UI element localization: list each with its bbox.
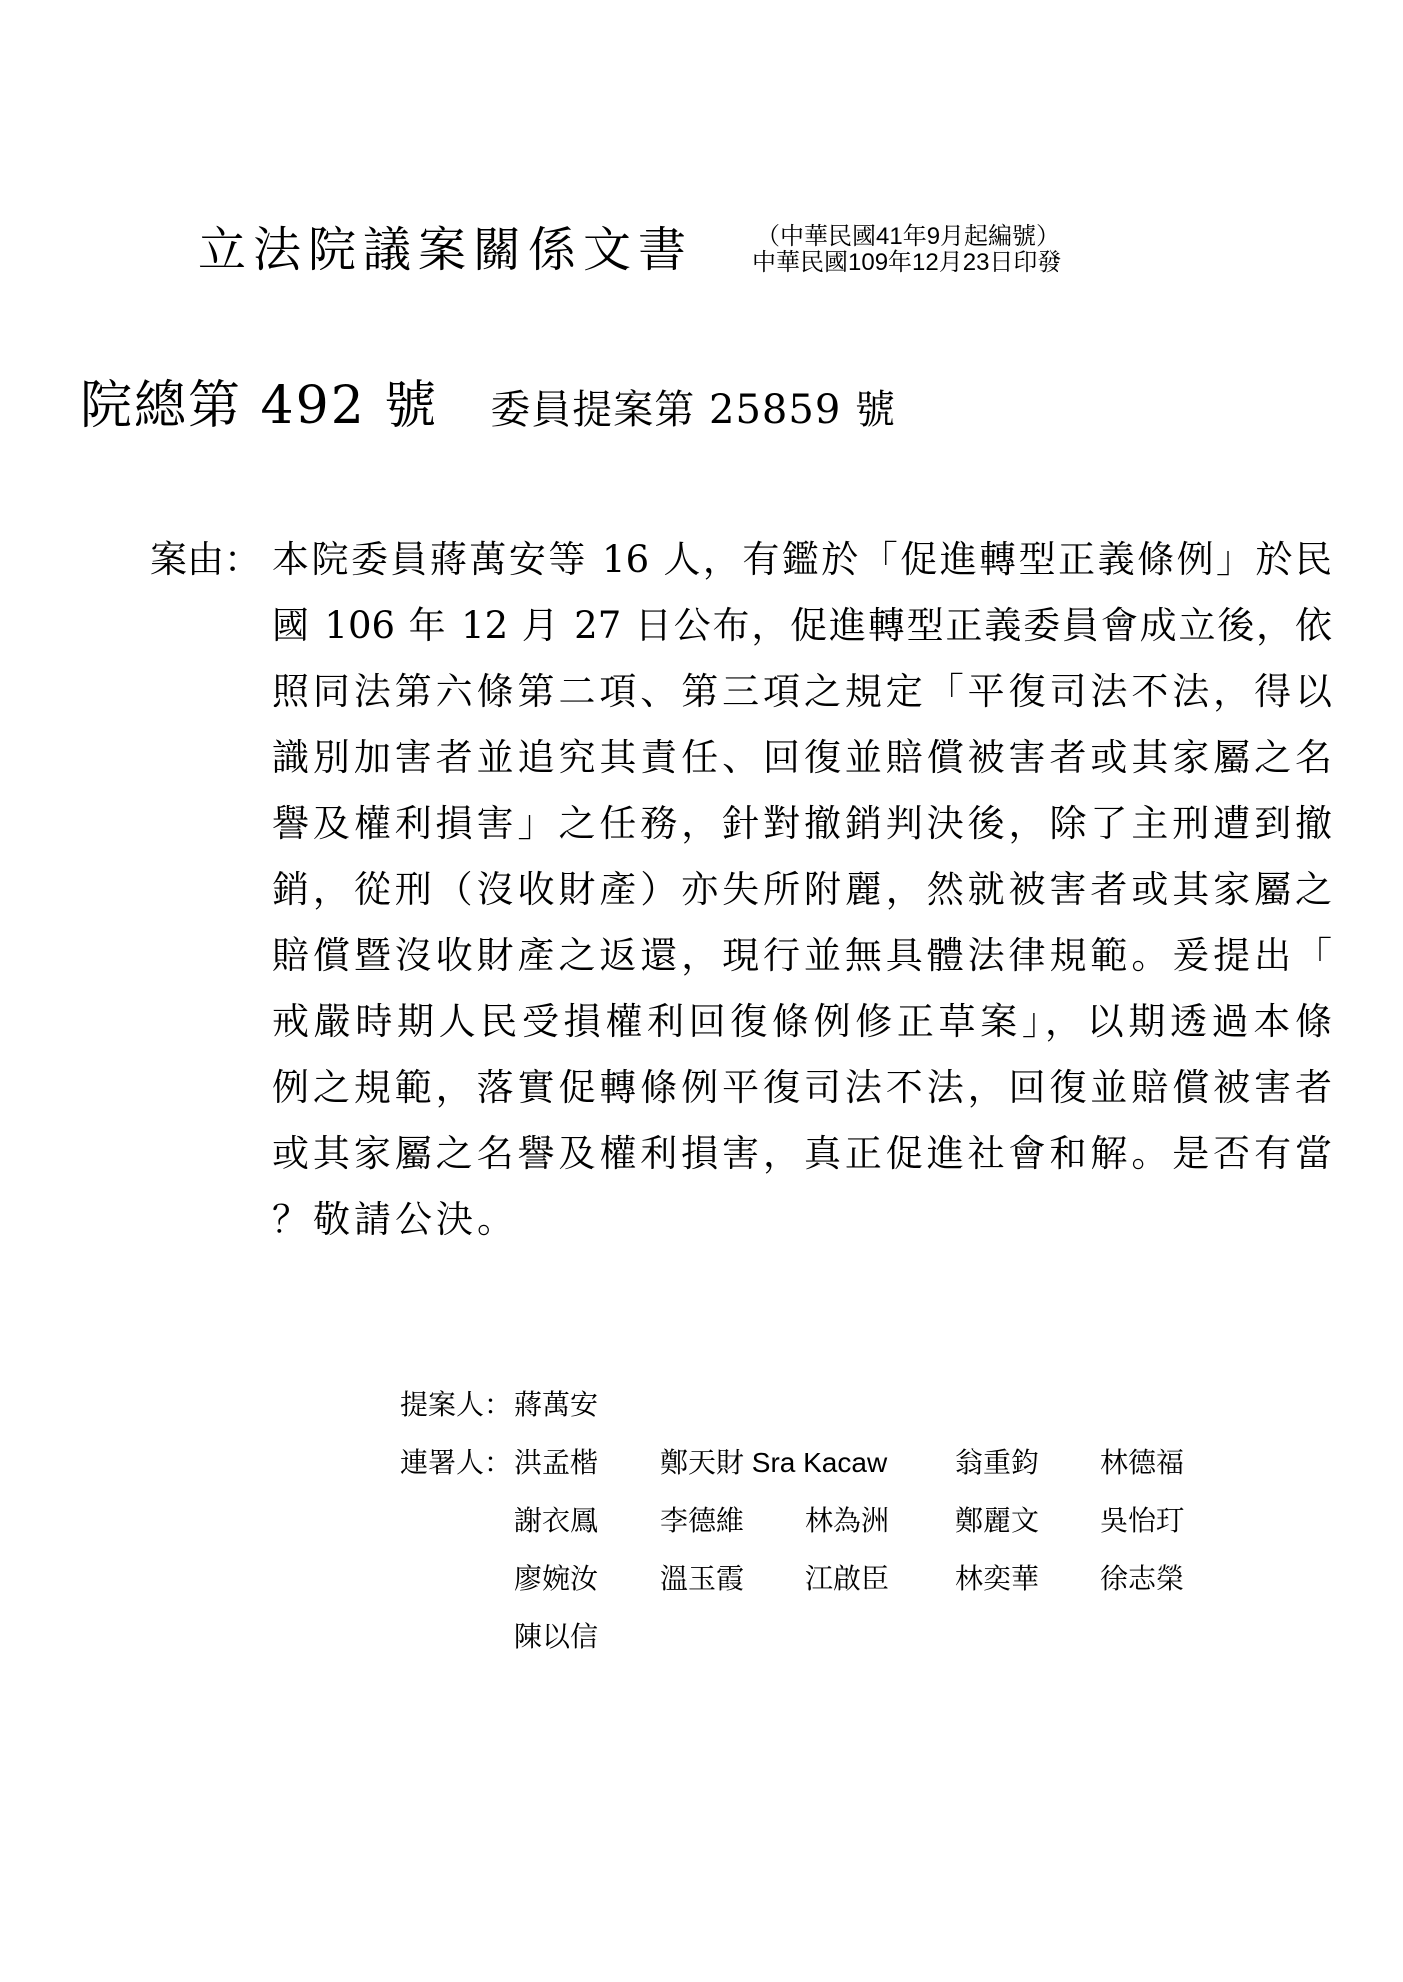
reason-line: ？敬請公決。 bbox=[272, 1198, 518, 1241]
cosigner-name: 溫玉霞 bbox=[660, 1563, 745, 1594]
cosigner-label: 連署人： bbox=[400, 1447, 513, 1478]
reason-line: 賠償暨沒收財產之返還，現行並無具體法律規範。爰提出「 bbox=[272, 934, 1332, 977]
reason-line: 或其家屬之名譽及權利損害，真正促進社會和解。是否有當 bbox=[272, 1132, 1332, 1175]
cosigner-name: 陳以信 bbox=[514, 1621, 599, 1652]
print-date: 中華民國109年12月23日印發 bbox=[752, 249, 1062, 276]
reason-label: 案由： bbox=[150, 538, 261, 581]
cosigner-name: 鄭麗文 bbox=[955, 1505, 1040, 1536]
proposer-name: 蔣萬安 bbox=[514, 1389, 599, 1420]
cosigner-name: 林為洲 bbox=[805, 1505, 890, 1536]
reason-line: 國 106 年 12 月 27 日公布，促進轉型正義委員會成立後，依 bbox=[272, 604, 1332, 647]
proposal-number: 委員提案第 25859 號 bbox=[490, 387, 896, 433]
document-numbers bbox=[80, 376, 896, 436]
general-number: 院總第 492 號 bbox=[80, 376, 439, 436]
cosigner-name: 吳怡玎 bbox=[1100, 1505, 1185, 1536]
reason-line: 戒嚴時期人民受損權利回復條例修正草案」，以期透過本條 bbox=[272, 1000, 1332, 1043]
cosigner-name: 洪孟楷 bbox=[514, 1447, 599, 1478]
reason-line: 譽及權利損害」之任務，針對撤銷判決後，除了主刑遭到撤 bbox=[272, 802, 1332, 845]
cosigner-name: 鄭天財 Sra Kacaw bbox=[660, 1447, 888, 1478]
cosigner-name: 江啟臣 bbox=[805, 1563, 890, 1594]
reason-line: 識別加害者並追究其責任、回復並賠償被害者或其家屬之名 bbox=[272, 736, 1332, 779]
reason-line: 照同法第六條第二項、第三項之規定「平復司法不法，得以 bbox=[272, 670, 1332, 713]
proposer-label: 提案人： bbox=[400, 1389, 513, 1420]
cosigner-name: 林德福 bbox=[1100, 1447, 1185, 1478]
cosigner-name: 翁重鈞 bbox=[955, 1447, 1040, 1478]
reason-line: 本院委員蔣萬安等 16 人，有鑑於「促進轉型正義條例」於民 bbox=[272, 538, 1332, 581]
reason-line: 例之規範，落實促轉條例平復司法不法，回復並賠償被害者 bbox=[272, 1066, 1332, 1109]
document-meta bbox=[752, 224, 1061, 276]
reason-line: 銷，從刑（沒收財產）亦失所附麗，然就被害者或其家屬之 bbox=[272, 868, 1332, 911]
cosigner-name: 林奕華 bbox=[955, 1563, 1040, 1594]
numbering-note: （中華民國41年9月起編號） bbox=[756, 223, 1061, 250]
cosigner-name: 廖婉汝 bbox=[514, 1563, 599, 1594]
cosigner-name: 謝衣鳳 bbox=[514, 1505, 599, 1536]
cosigner-name: 徐志榮 bbox=[1100, 1563, 1185, 1594]
cosigner-name: 李德維 bbox=[660, 1505, 745, 1536]
reason-text bbox=[272, 527, 1332, 1253]
document-title: 立法院議案關係文書 bbox=[198, 222, 694, 278]
